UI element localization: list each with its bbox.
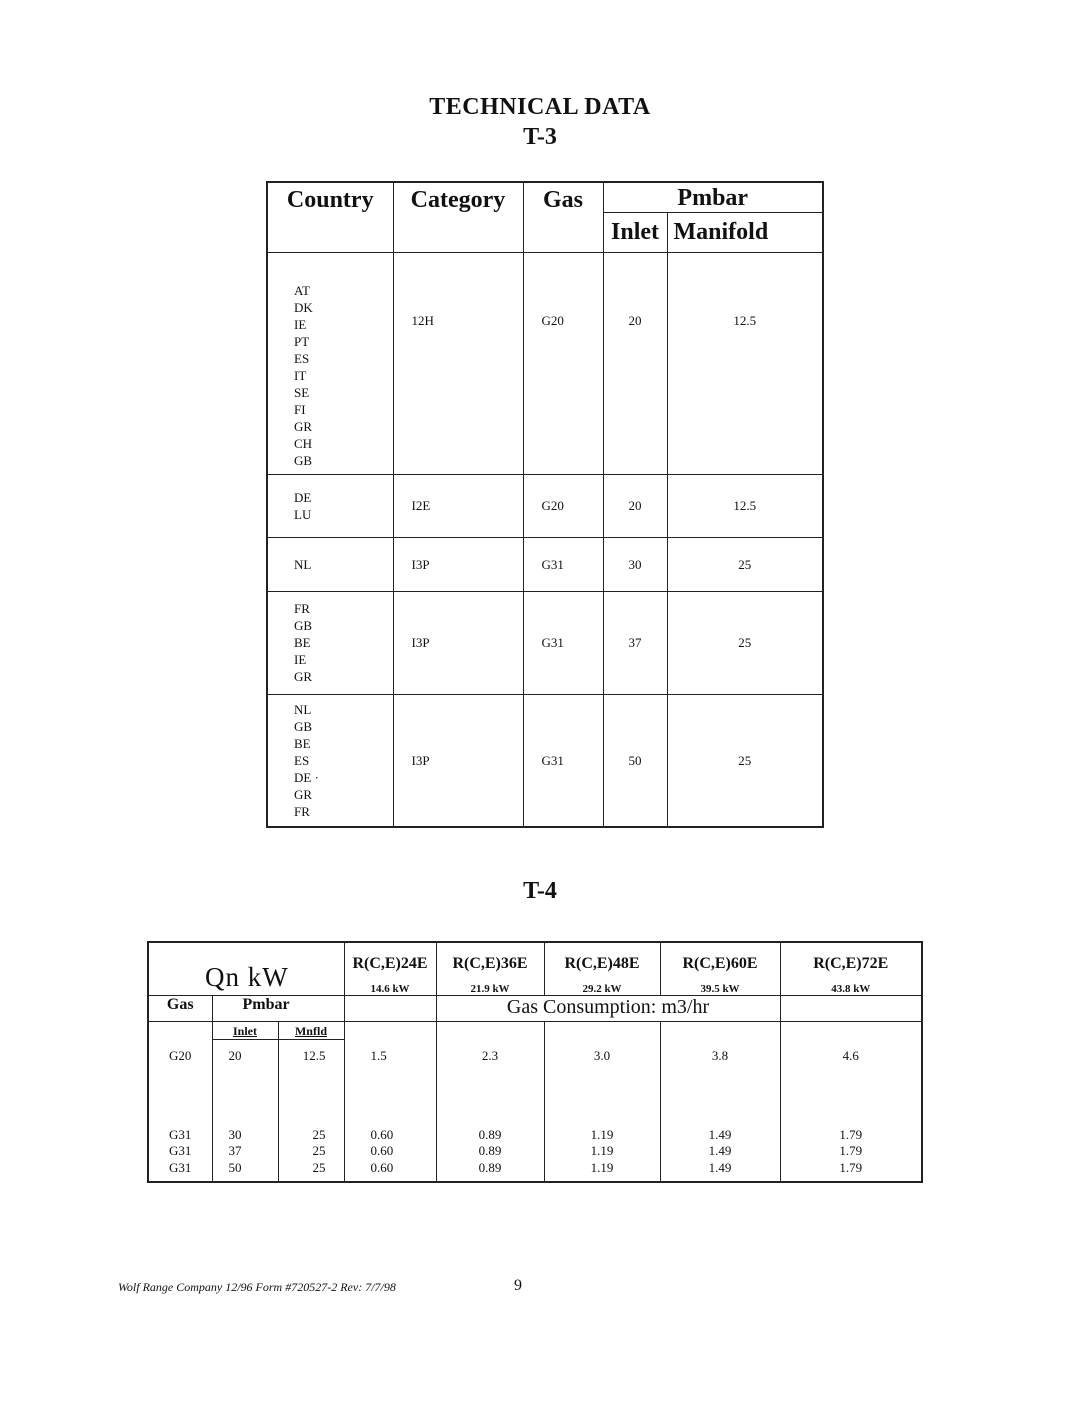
table-row	[148, 1040, 922, 1100]
country-code: NL	[294, 701, 312, 717]
consumption-cell: 1.49	[660, 1100, 780, 1143]
consumption-cell: 1.19	[544, 1143, 660, 1160]
country-code: GB	[294, 718, 313, 734]
header-gas: Gas	[148, 996, 212, 1022]
consumption-cell: 4.6	[780, 1040, 922, 1100]
table-t3-label: T-3	[523, 124, 557, 150]
model-name: R(C,E)36E	[452, 955, 528, 972]
country-code: IT	[294, 367, 307, 383]
consumption-cell: 1.79	[780, 1160, 922, 1182]
category-cell: I3P	[393, 591, 523, 694]
inlet-cell: 50	[603, 694, 667, 827]
gas-cell: G20	[148, 1040, 212, 1100]
country-code: GR	[294, 669, 313, 684]
table-row	[267, 252, 823, 474]
table-row	[148, 1160, 922, 1182]
category-cell: 12H	[393, 252, 523, 474]
table-row	[148, 1022, 922, 1040]
inlet-cell: 30	[212, 1100, 278, 1143]
model-name: R(C,E)48E	[564, 955, 640, 972]
header-gas: Gas	[523, 182, 603, 252]
country-code: LU	[294, 506, 312, 522]
consumption-cell: 0.60	[344, 1100, 436, 1143]
consumption-cell: 1.79	[780, 1100, 922, 1143]
blank-cell	[780, 1022, 922, 1040]
table-row	[267, 537, 823, 591]
country-code: DE	[294, 489, 312, 505]
consumption-cell: 0.89	[436, 1143, 544, 1160]
country-code: DE ·	[294, 769, 319, 785]
page-number: 9	[514, 1277, 522, 1294]
country-list	[267, 474, 393, 537]
gas-cell: G31	[523, 694, 603, 827]
gas-cell: G31	[523, 537, 603, 591]
model-kw: 14.6 kW	[370, 983, 410, 995]
footer-text: Wolf Range Company 12/96 Form #720527-2 Rev: 7/7/98	[118, 1280, 396, 1294]
table-row	[148, 1143, 922, 1160]
blank-cell	[544, 1022, 660, 1040]
category-cell: I3P	[393, 694, 523, 827]
table-row	[267, 591, 823, 694]
country-list	[267, 694, 393, 827]
consumption-cell: 1.49	[660, 1160, 780, 1182]
inlet-cell: 37	[603, 591, 667, 694]
gas-cell: G31	[148, 1100, 212, 1143]
consumption-cell: 2.3	[436, 1040, 544, 1100]
consumption-cell: 0.89	[436, 1100, 544, 1143]
blank-cell	[148, 1022, 212, 1040]
country-list	[267, 591, 393, 694]
inlet-cell: 20	[603, 252, 667, 474]
mnfld-subheader: Mnfld	[278, 1022, 344, 1040]
consumption-cell: 0.60	[344, 1160, 436, 1182]
mnfld-cell: 25	[278, 1100, 344, 1143]
mnfld-cell: 25	[278, 1143, 344, 1160]
header-inlet: Inlet	[603, 212, 667, 252]
model-kw: 21.9 kW	[470, 983, 510, 995]
manifold-cell: 25	[667, 694, 823, 827]
country-code: BE	[294, 735, 311, 751]
category-cell: I3P	[393, 537, 523, 591]
model-name: R(C,E)60E	[682, 955, 758, 972]
gas-cell: G20	[523, 474, 603, 537]
gas-cell: G20	[523, 252, 603, 474]
table-row	[267, 474, 823, 537]
consumption-cell: 0.60	[344, 1143, 436, 1160]
country-code: ES	[294, 752, 310, 768]
model-header	[660, 942, 780, 996]
consumption-cell: 1.49	[660, 1143, 780, 1160]
model-name: R(C,E)24E	[352, 955, 428, 972]
country-code: GB	[294, 618, 313, 633]
consumption-cell: 3.0	[544, 1040, 660, 1100]
blank-cell	[344, 996, 436, 1022]
qn-kw-label: Qn kW	[148, 942, 344, 996]
consumption-cell: 3.8	[660, 1040, 780, 1100]
header-category: Category	[393, 182, 523, 252]
manifold-cell: 25	[667, 591, 823, 694]
table-row	[267, 694, 823, 827]
model-header	[780, 942, 922, 996]
country-code: SE	[294, 384, 310, 400]
model-name: R(C,E)72E	[813, 955, 889, 972]
country-code: IE	[294, 316, 307, 332]
manifold-cell: 12.5	[667, 474, 823, 537]
country-code: IE	[294, 652, 307, 667]
gas-cell: G31	[148, 1143, 212, 1160]
country-list	[267, 252, 393, 474]
mnfld-cell: 25	[278, 1160, 344, 1182]
country-code: GR	[294, 418, 313, 434]
consumption-cell: 1.5	[344, 1040, 436, 1100]
manifold-cell: 12.5	[667, 252, 823, 474]
inlet-cell: 20	[603, 474, 667, 537]
blank-cell	[344, 1022, 436, 1040]
category-cell: I2E	[393, 474, 523, 537]
header-pmbar: Pmbar	[603, 182, 823, 212]
country-code: FR	[294, 601, 310, 616]
header-country: Country	[267, 182, 393, 252]
table-t4-label: T-4	[523, 878, 557, 904]
country-code: FR	[294, 803, 310, 819]
consumption-cell: 1.19	[544, 1100, 660, 1143]
header-manifold: Manifold	[667, 212, 823, 252]
model-header	[344, 942, 436, 996]
inlet-subheader: Inlet	[212, 1022, 278, 1040]
country-code: PT	[294, 333, 310, 349]
gas-consumption-header: Gas Consumption: m3/hr	[436, 996, 780, 1022]
country-code: BE	[294, 635, 311, 650]
blank-cell	[780, 996, 922, 1022]
inlet-cell: 37	[212, 1143, 278, 1160]
consumption-cell: 1.19	[544, 1160, 660, 1182]
country-code: NL	[294, 556, 312, 572]
country-code: AT	[294, 282, 310, 298]
table-row	[148, 1100, 922, 1143]
country-code: ES	[294, 350, 310, 366]
inlet-cell: 30	[603, 537, 667, 591]
country-code: GB	[294, 452, 313, 468]
country-code: FI	[294, 401, 306, 417]
model-kw: 39.5 kW	[700, 983, 740, 995]
consumption-cell: 0.89	[436, 1160, 544, 1182]
gas-cell: G31	[523, 591, 603, 694]
model-header	[544, 942, 660, 996]
model-header	[436, 942, 544, 996]
table-t4	[147, 941, 923, 1183]
inlet-cell: 50	[212, 1160, 278, 1182]
manifold-cell: 25	[667, 537, 823, 591]
country-code: DK	[294, 299, 313, 315]
gas-cell: G31	[148, 1160, 212, 1182]
mnfld-cell: 12.5	[278, 1040, 344, 1100]
country-code: CH	[294, 435, 313, 451]
consumption-cell: 1.79	[780, 1143, 922, 1160]
model-kw: 29.2 kW	[582, 983, 622, 995]
inlet-cell: 20	[212, 1040, 278, 1100]
blank-cell	[436, 1022, 544, 1040]
country-list	[267, 537, 393, 591]
page-title: TECHNICAL DATA	[429, 94, 651, 120]
model-kw: 43.8 kW	[831, 983, 871, 995]
header-pmbar: Pmbar	[212, 996, 344, 1022]
table-t3	[266, 181, 824, 828]
blank-cell	[660, 1022, 780, 1040]
country-code: GR	[294, 786, 313, 802]
